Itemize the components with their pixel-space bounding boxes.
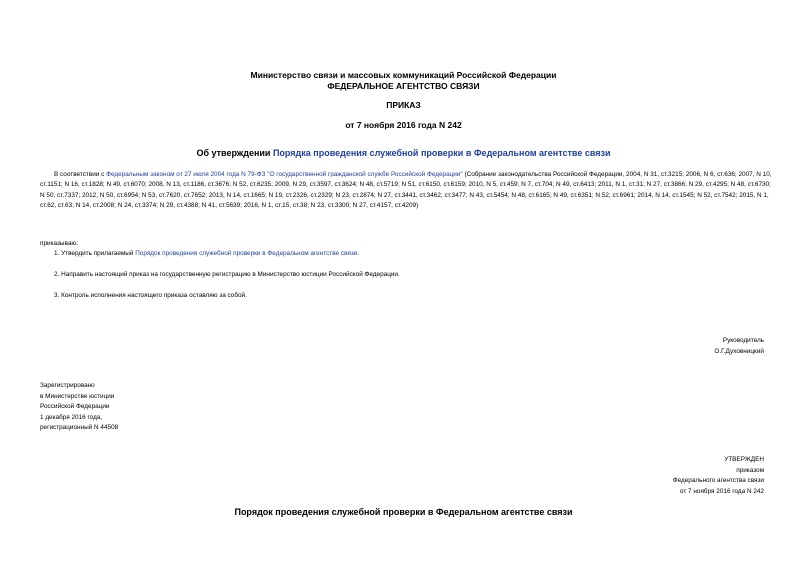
order-date: от 7 ноября 2016 года N 242: [345, 120, 462, 130]
item-1-suffix: .: [357, 250, 360, 257]
registration-line-5: регистрационный N 44508: [40, 424, 119, 431]
preamble-start: В соответствии с: [54, 171, 107, 178]
registration-line-2: в Министерстве юстиции: [40, 392, 115, 400]
procedure-title: Порядок проведения служебной проверки в Федеральном агентстве связи: [234, 507, 573, 517]
signer-block: [714, 336, 764, 357]
prikazyvayu-text: приказываю:: [40, 240, 78, 247]
approval-line-1: УТВЕРЖДЕН: [724, 456, 764, 463]
preamble-paragraph: [40, 170, 772, 212]
ministry-name: Министерство связи и массовых коммуникаций Российской Федерации: [250, 70, 557, 80]
order-word: ПРИКАЗ: [386, 100, 421, 110]
approval-line-3: Федерального агентства связи: [672, 477, 764, 484]
procedure-link[interactable]: Порядок проведения служебной проверки в Федеральном агентстве связи: [135, 250, 358, 257]
registration-line-4: 1 декабря 2016 года,: [40, 413, 103, 421]
item-1-prefix: 1. Утвердить прилагаемый: [54, 250, 136, 257]
registration-line-3: Российской Федерации: [40, 403, 110, 410]
approval-block: [673, 455, 764, 497]
order-title: [0, 148, 807, 158]
signer-name: О.Г.Духовницкий: [714, 347, 764, 355]
approval-line-4: от 7 ноября 2016 года N 242: [679, 487, 764, 495]
order-item-2: 2. Направить настоящий приказ на государственную регистрацию в Министерство юстиции Российской Федерации.: [54, 271, 400, 278]
registration-block: [40, 381, 118, 434]
signer-role: Руководитель: [722, 337, 764, 344]
order-title-link[interactable]: Порядка проведения служебной проверки в Федеральном агентстве связи: [272, 148, 611, 158]
federal-law-link[interactable]: Федеральным законом от 27 июля 2004 года N 79-ФЗ "О государственной гражданской службе Российской Федерации": [106, 171, 463, 178]
approval-line-2: приказом: [736, 466, 764, 474]
order-title-prefix: Об утверждении: [196, 148, 273, 158]
registration-line-1: Зарегистрировано: [40, 382, 95, 389]
agency-name: ФЕДЕРАЛЬНОЕ АГЕНТСТВО СВЯЗИ: [327, 81, 480, 91]
order-item-1: [54, 250, 359, 257]
preamble-rest: (Собрание законодательства Российской Федерации, 2004, N 31, ст.3215; 2006, N 6, ст.636; 2007, N 10, ст.1151; N 16, ст.1828; N 49, ст.6070; 2008, N 13, ст.1186, ст.3676; N 52, ст.6235; 2009, N 29, ст.3597, ст.3624; N 48, ст.5719; N 51, ст.6150, ст.6159; 2010, N 5, ст.459; N 7, ст.704; N 49, ст.6413; 2011, N 1, ст.31; N 27, ст.3866; N 29, ст.4295; N 48, ст.6730; N 50, ст.7337; 2012, N 50, ст.6954; N 53, ст.7620, ст.7652; 2013, N 14, ст.1665; N 19, ст.2326, ст.2329; N 23, ст.2874; N 27, ст.3441, ст.3462, ст.3477; N 43, ст.5454; N 48, ст.6165; N 49, ст.6351; N 52, ст.6961; 2014, N 14, ст.1545; N 52, ст.7542; 2015, N 1, ст.62, ст.63; N 14, ст.2008; N 24, ст.3374; N 29, ст.4388; N 41, ст.5639; 2016, N 1, ст.15, ст.38; N 23, ст.3300; N 27, ст.4157, ст.4209): [40, 171, 772, 210]
document-header: [0, 70, 807, 92]
order-item-3: 3. Контроль исполнения настоящего приказа оставляю за собой.: [54, 292, 247, 299]
